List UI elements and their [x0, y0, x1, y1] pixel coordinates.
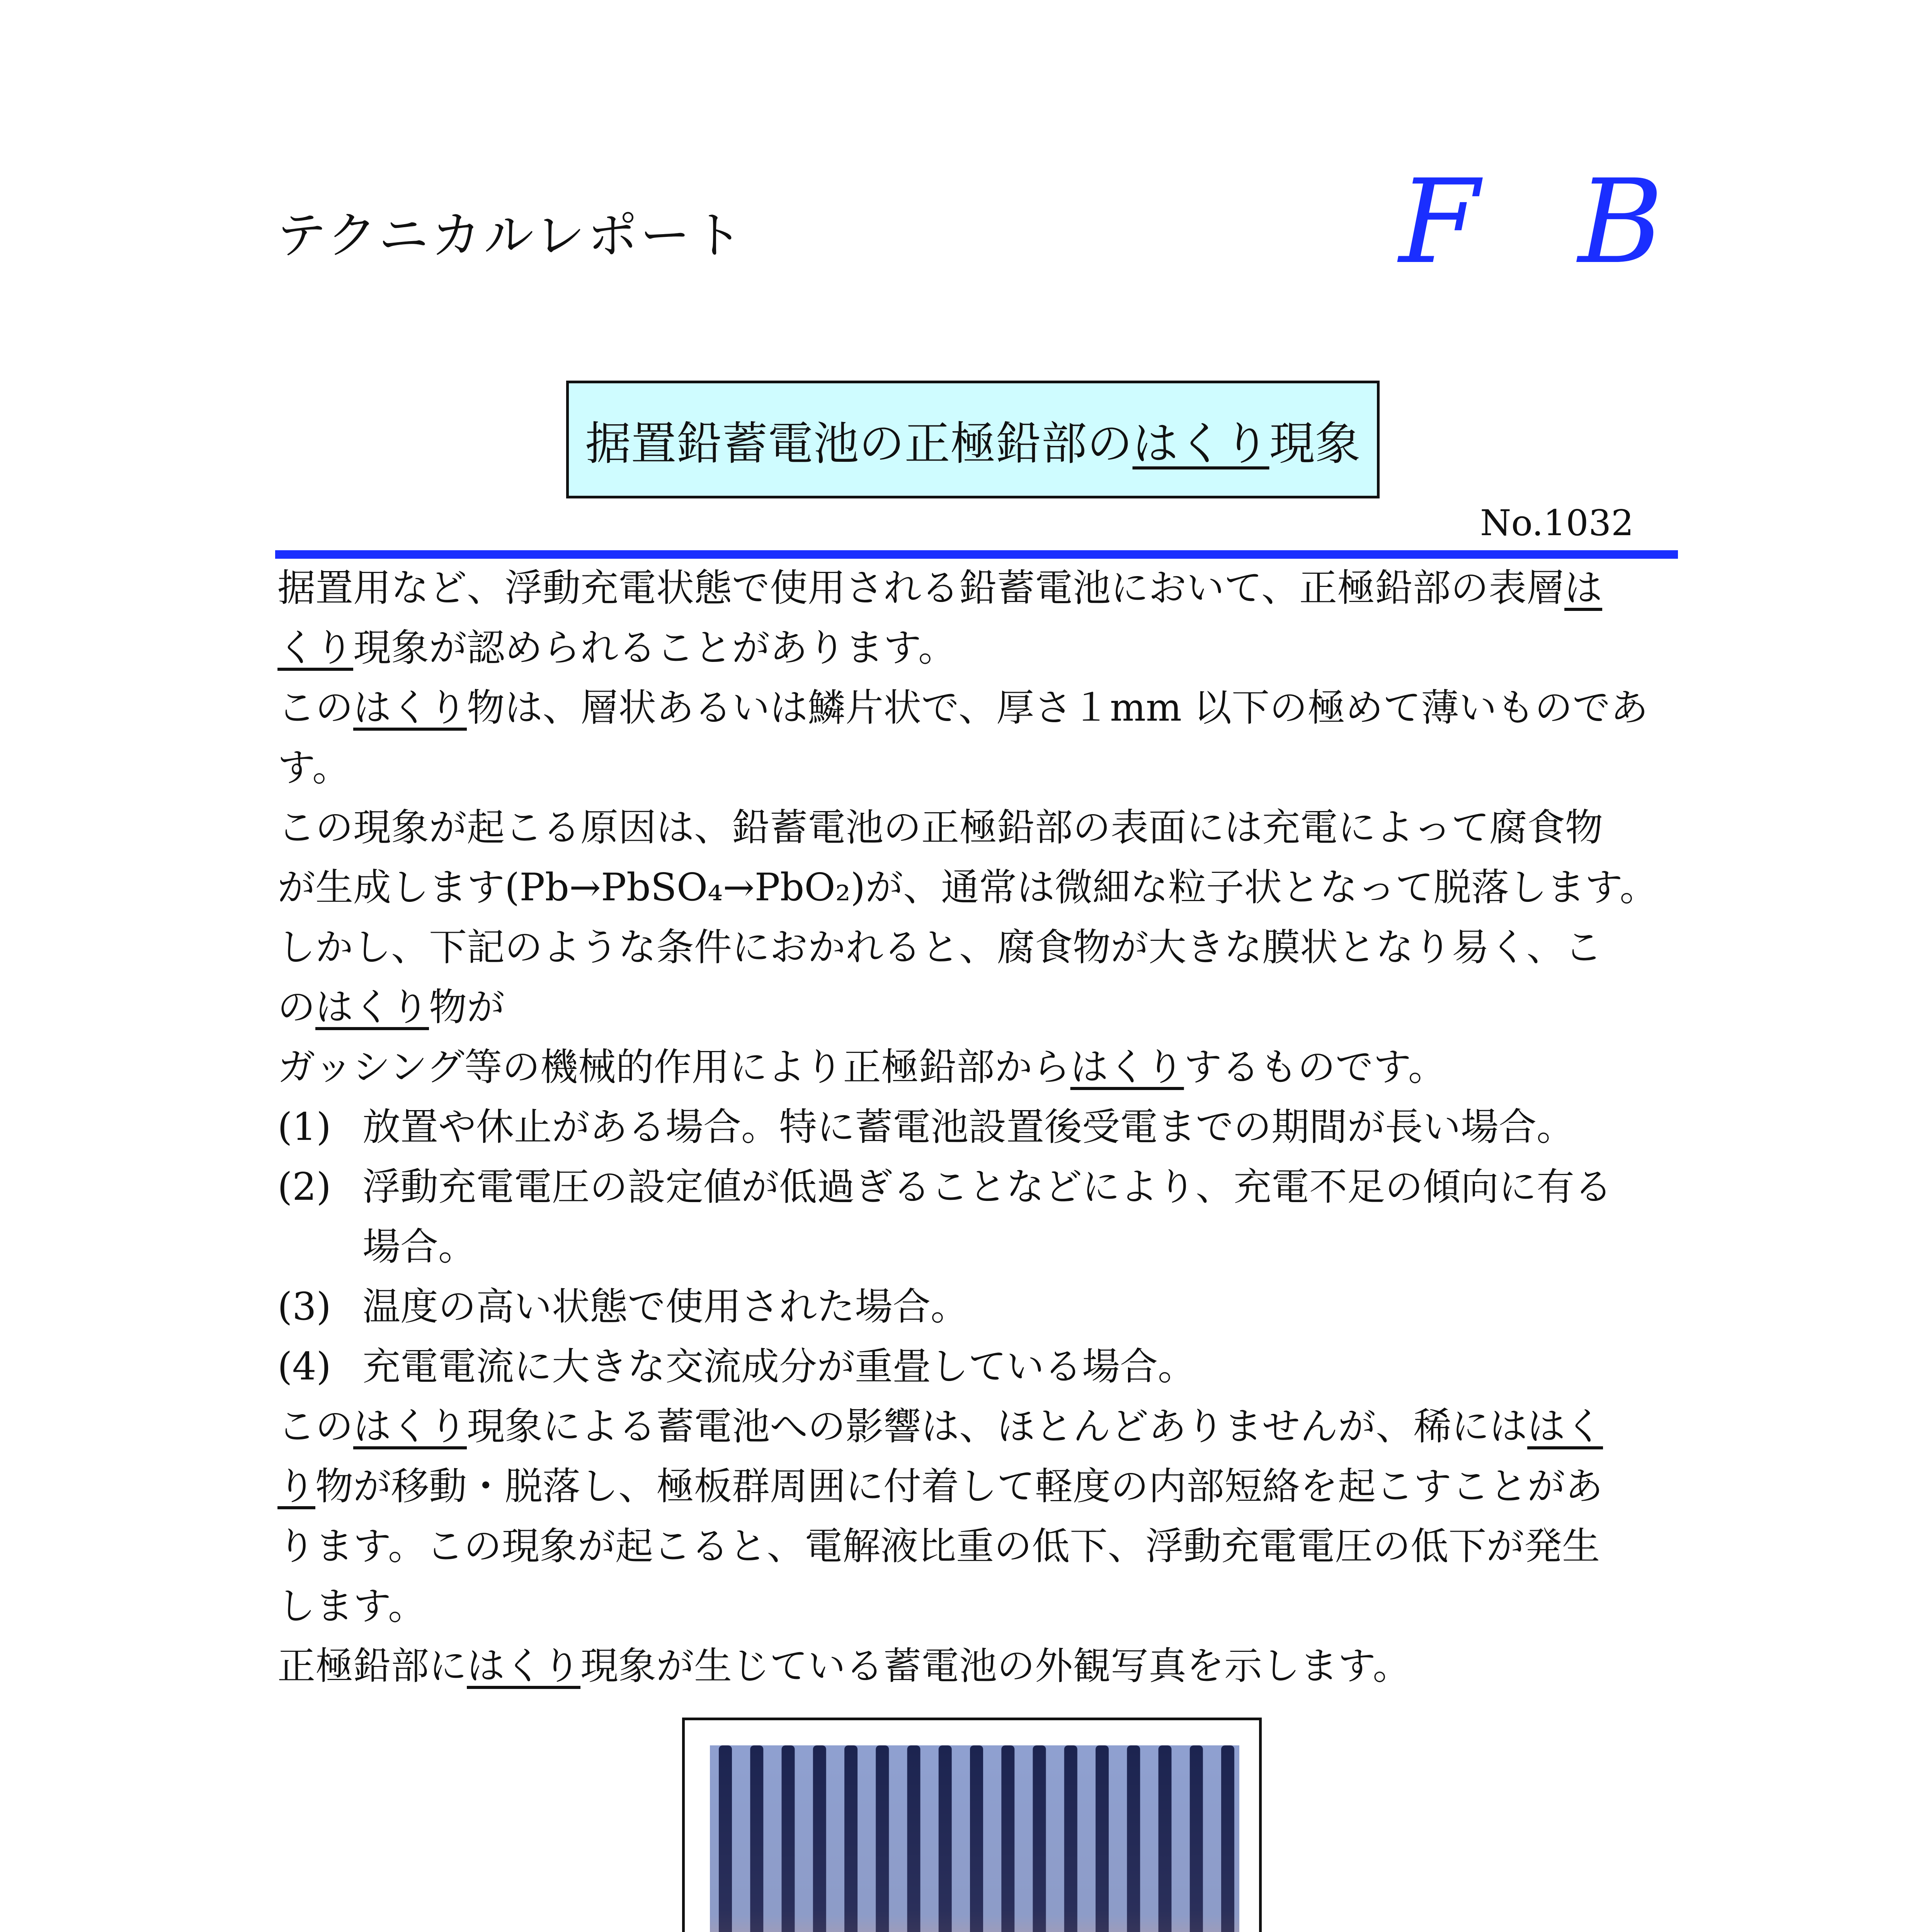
text-run: 現象が認められることがあります。	[353, 626, 956, 670]
photo-frame	[682, 1718, 1262, 1932]
body-text	[277, 558, 1658, 1696]
paragraph-line	[277, 1397, 1653, 1457]
underlined-term: はくり	[353, 686, 467, 730]
list-item	[277, 1337, 1653, 1397]
list-number: (4)	[277, 1345, 331, 1389]
text-run: 物は、層状あるいは鱗片状で、厚さ１mm 以下の極めて薄いものであ	[467, 686, 1649, 730]
list-text: 温度の高い状態で使用された場合。	[362, 1285, 969, 1329]
title-text-before: 据置鉛蓄電池の正極鉛部の	[585, 417, 1133, 470]
header-rule	[275, 550, 1678, 559]
paragraph-line	[277, 978, 1653, 1037]
plate-stripe	[1033, 1745, 1046, 1932]
plate-stripe	[1127, 1745, 1140, 1932]
plate-stripe	[1064, 1745, 1077, 1932]
underlined-term: り	[277, 1464, 316, 1509]
underlined-term: はくり	[467, 1644, 581, 1688]
text-run: するものです。	[1184, 1045, 1446, 1089]
text-run: 物が移動・脱落し、極板群周囲に付着して軽度の内部短絡を起こすことがあ	[315, 1464, 1603, 1509]
text-run: 現象が生じている蓄電池の外観写真を示します。	[580, 1644, 1411, 1688]
plate-stripe	[907, 1745, 921, 1932]
paragraph-line: します。	[277, 1584, 426, 1628]
text-run: この	[277, 1405, 354, 1449]
list-item	[277, 1157, 1653, 1217]
text-run: 物が	[429, 985, 505, 1029]
underlined-term: は	[1564, 566, 1603, 610]
underlined-term: はくり	[315, 985, 429, 1029]
list-text: 放置や休止がある場合。特に蓄電池設置後受電までの期間が長い場合。	[362, 1105, 1575, 1149]
plate-stripe	[1001, 1745, 1014, 1932]
paragraph-line: す。	[277, 746, 351, 790]
list-number: (3)	[277, 1285, 331, 1329]
text-run: 現象による蓄電池への影響は、ほとんどありませんが、稀には	[467, 1405, 1528, 1449]
text-run: 正極鉛部に	[277, 1644, 467, 1688]
underlined-term: はくり	[1070, 1045, 1184, 1089]
plate-stripe	[782, 1745, 795, 1932]
paragraph-line: ります。この現象が起こると、電解液比重の低下、浮動充電電圧の低下が発生	[277, 1524, 1600, 1568]
paragraph-line	[277, 558, 1653, 618]
paragraph-line: が生成します(Pb→PbSO₄→PbO₂)が、通常は微細な粒子状となって脱落します。	[277, 866, 1658, 910]
list-item	[277, 1277, 1653, 1337]
underlined-term: はく	[1527, 1405, 1603, 1449]
plate-stripe	[1221, 1745, 1234, 1932]
paragraph-line: しかし、下記のような条件におかれると、腐食物が大きな膜状となり易く、こ	[277, 925, 1603, 969]
plate-stripe	[1096, 1745, 1109, 1932]
fb-logo: F B	[1399, 155, 1694, 289]
plate-stripe	[1190, 1745, 1203, 1932]
list-item	[277, 1097, 1653, 1157]
plate-stripe	[939, 1745, 952, 1932]
paragraph-line	[277, 678, 1653, 738]
list-number: (2)	[277, 1165, 331, 1209]
plate-stripe	[844, 1745, 858, 1932]
list-item-continuation: 場合。	[362, 1225, 476, 1269]
title-box	[566, 381, 1380, 498]
text-run: ガッシング等の機械的作用により正極鉛部から	[277, 1045, 1070, 1089]
paragraph-line	[277, 618, 1653, 678]
underlined-term: はくり	[353, 1405, 467, 1449]
document-title	[585, 407, 1360, 473]
title-text-underlined: はくり	[1132, 417, 1269, 470]
battery-plate-photo	[710, 1745, 1239, 1932]
plate-stripe	[750, 1745, 763, 1932]
plate-stripe	[813, 1745, 826, 1932]
paragraph-line	[277, 1037, 1653, 1097]
text-run: 据置用など、浮動充電状態で使用される鉛蓄電池において、正極鉛部の表層	[277, 566, 1565, 610]
underlined-term: くり	[277, 626, 354, 670]
paragraph-line: この現象が起こる原因は、鉛蓄電池の正極鉛部の表面には充電によって腐食物	[277, 806, 1603, 850]
paragraph-line	[277, 1636, 1653, 1696]
list-text: 充電電流に大きな交流成分が重畳している場合。	[362, 1345, 1196, 1389]
report-label: テクニカルレポート	[276, 206, 745, 265]
plate-stripe	[719, 1745, 732, 1932]
paragraph-line	[277, 1457, 1653, 1517]
text-run: の	[277, 985, 316, 1029]
list-number: (1)	[277, 1105, 331, 1149]
title-text-after: 現象	[1269, 417, 1361, 470]
text-run: この	[277, 686, 354, 730]
plate-stripe	[876, 1745, 889, 1932]
list-text: 浮動充電電圧の設定値が低過ぎることなどにより、充電不足の傾向に有る	[362, 1165, 1613, 1209]
plate-stripe	[1159, 1745, 1172, 1932]
plate-stripe	[970, 1745, 983, 1932]
document-number: No.1032	[1480, 502, 1634, 544]
